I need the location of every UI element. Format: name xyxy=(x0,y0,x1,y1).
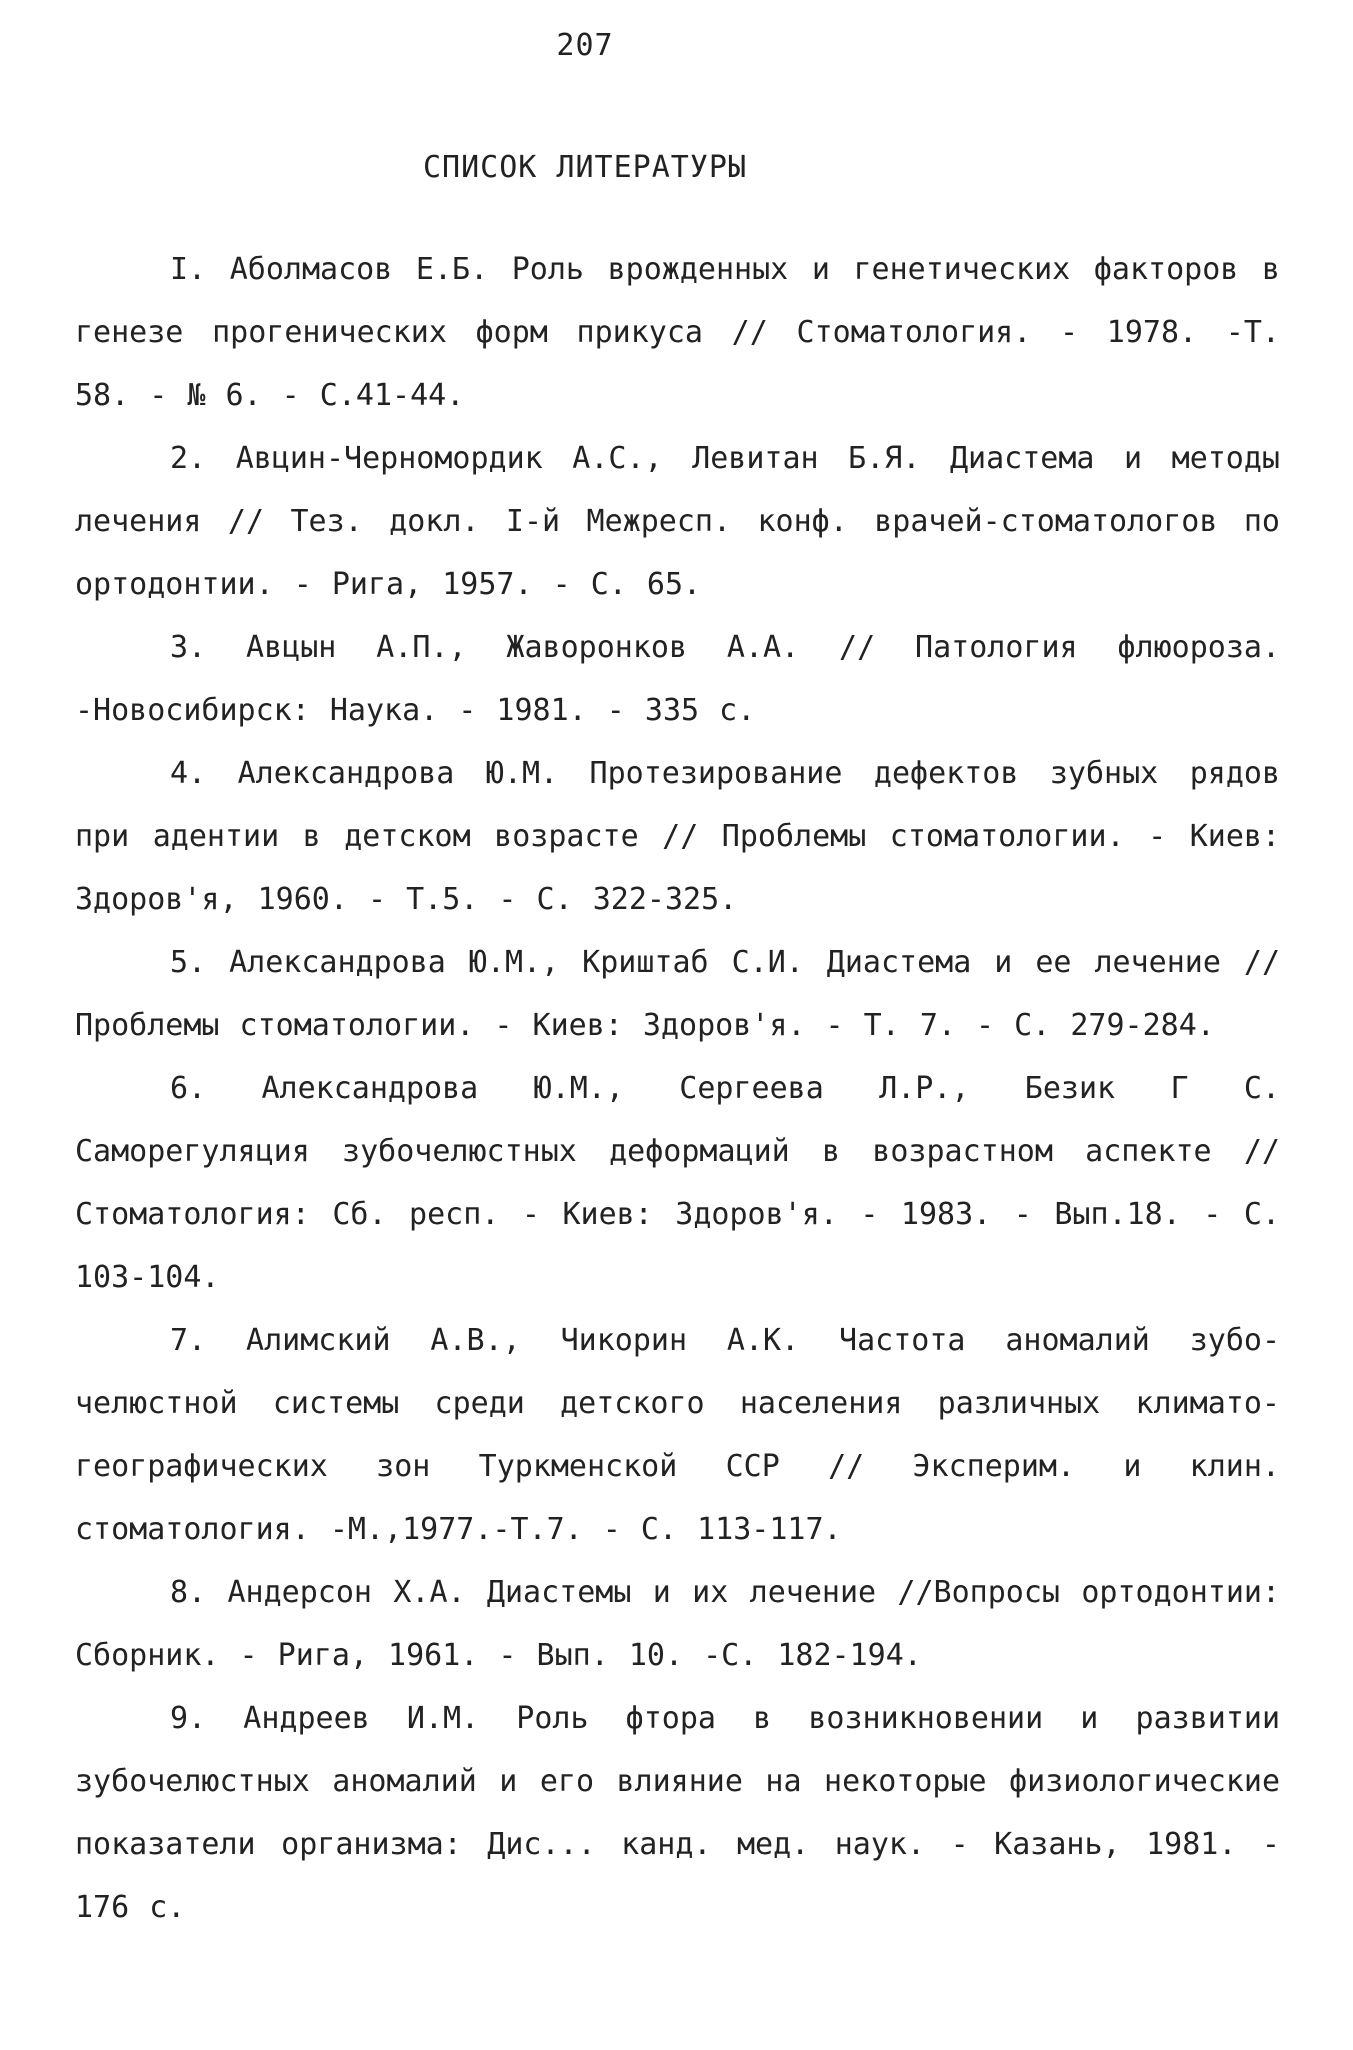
reference-entry xyxy=(75,616,1280,742)
reference-entry xyxy=(75,742,1280,931)
reference-entry xyxy=(75,1309,1280,1561)
reference-entry xyxy=(75,931,1280,1057)
reference-number: 4. xyxy=(170,756,207,791)
reference-number: I. xyxy=(170,252,207,287)
reference-number: 6. xyxy=(170,1071,207,1106)
reference-number: 5. xyxy=(170,945,207,980)
reference-entry xyxy=(75,1687,1280,1939)
page-title: СПИСОК ЛИТЕРАТУРЫ xyxy=(422,150,748,185)
reference-text: Андреев И.М. Роль фтора в возникновении и развитии зубочелюстных аномалий и его влияние на некоторые физиологические показатели организма: Дис... канд. мед. наук. - Казань, 1981. - 176 с. xyxy=(75,1701,1280,1925)
reference-text: Алимский А.В., Чикорин А.К. Частота аномалий зубо-челюстной системы среди детского населения различных климато-географических зон Туркменской ССР // Эксперим. и клин. стоматология. -М.,1977.-Т.7. - С. 113-117. xyxy=(75,1323,1281,1547)
reference-text: Авцын А.П., Жаворонков А.А. // Патология флюороза. -Новосибирск: Наука. - 1981. - 335 с. xyxy=(75,630,1281,728)
reference-entry xyxy=(75,1561,1280,1687)
reference-entry xyxy=(75,238,1280,427)
reference-text: Авцин-Черномордик А.С., Левитан Б.Я. Диастема и методы лечения // Тез. докл. I-й Межресп. конф. врачей-стоматологов по ортодонтии. - Рига, 1957. - С. 65. xyxy=(75,441,1280,602)
reference-entry xyxy=(75,1057,1280,1309)
reference-number: 9. xyxy=(170,1701,207,1736)
reference-number: 8. xyxy=(170,1575,207,1610)
reference-number: 2. xyxy=(170,441,207,476)
reference-text: Аболмасов Е.Б. Роль врожденных и генетических факторов в генезе прогенических форм прикуса // Стоматология. - 1978. -Т. 58. - № 6. - С.41-44. xyxy=(75,252,1280,413)
reference-text: Александрова Ю.М. Протезирование дефектов зубных рядов при адентии в детском возрасте // Проблемы стоматологии. - Киев: Здоров'я, 1960. - Т.5. - С. 322-325. xyxy=(75,756,1281,917)
reference-text: Андерсон Х.А. Диастемы и их лечение //Вопросы ортодонтии: Сборник. - Рига, 1961. - Вып. 10. -С. 182-194. xyxy=(75,1575,1281,1673)
reference-number: 7. xyxy=(170,1323,207,1358)
reference-entry xyxy=(75,427,1280,616)
reference-number: 3. xyxy=(170,630,207,665)
reference-text: Александрова Ю.М., Сергеева Л.Р., Безик Г С. Саморегуляция зубочелюстных деформаций в возрастном аспекте // Стоматология: Сб. респ. - Киев: Здоров'я. - 1983. - Вып.18. - С. 103-104. xyxy=(75,1071,1281,1295)
page-number: 207 xyxy=(556,28,614,63)
reference-text: Александрова Ю.М., Криштаб С.И. Диастема и ее лечение //Проблемы стоматологии. - Киев: Здоров'я. - Т. 7. - С. 279-284. xyxy=(75,945,1281,1043)
reference-list xyxy=(75,238,1280,1939)
